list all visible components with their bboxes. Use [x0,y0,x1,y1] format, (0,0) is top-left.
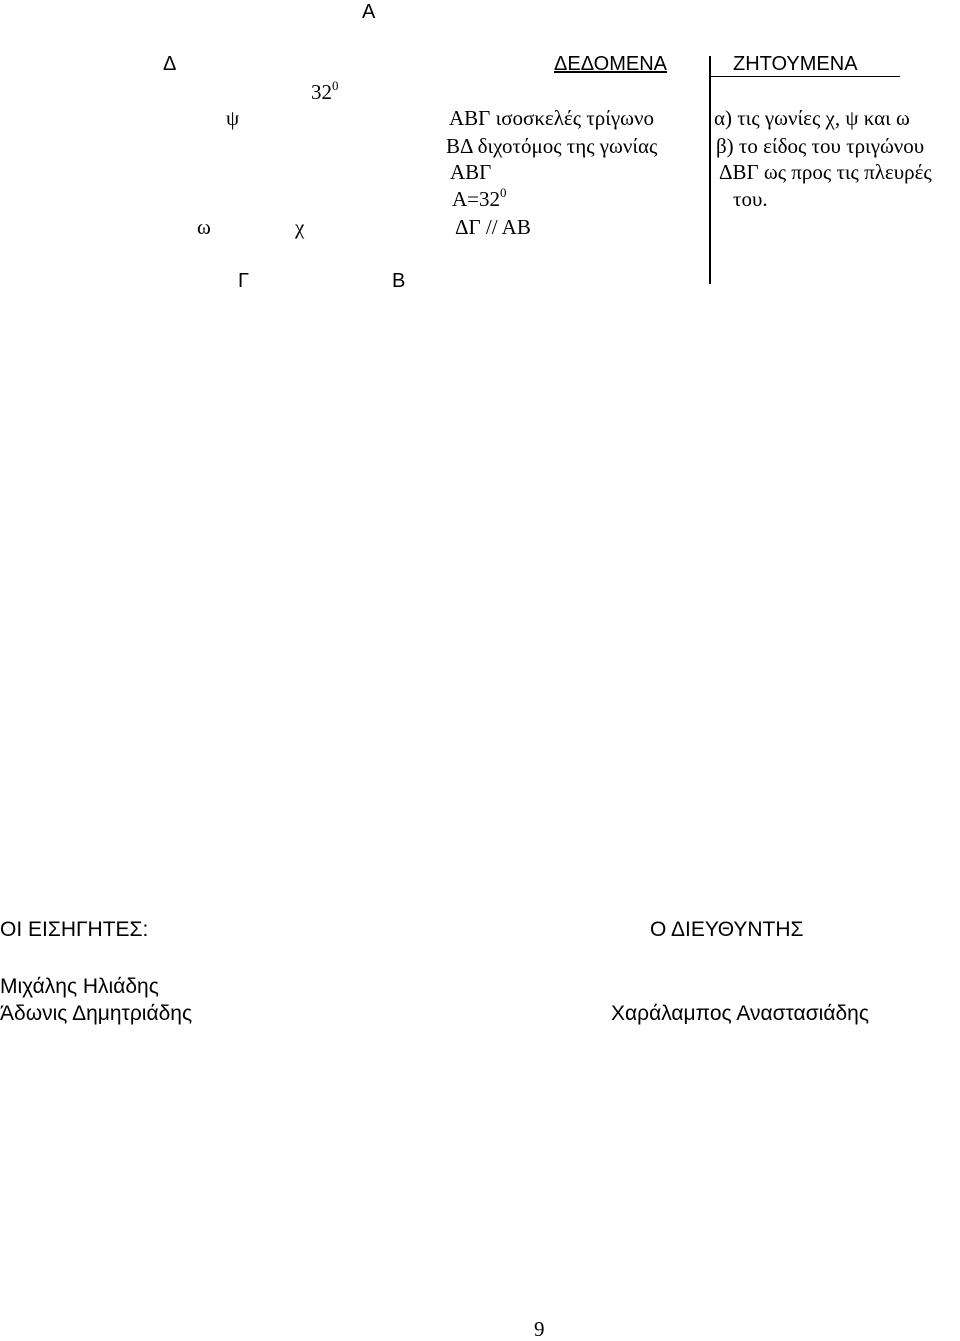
angle-omega-label: ω [197,215,211,239]
requested-line-3: ΔΒΓ ως προς τις πλευρές [719,160,932,184]
angle-a-value: $32^0$ [311,78,339,104]
requested-heading-underline [710,76,900,77]
given-line-2: ΒΔ διχοτόμος της γωνίας [446,134,658,158]
proposers-heading: ΟΙ ΕΙΣΗΓΗΤΕΣ: [0,918,149,941]
angle-chi-label: χ [295,215,305,239]
proposer-name-1: Μιχάλης Ηλιάδης [0,975,159,998]
director-name: Χαράλαμπος Αναστασιάδης [611,1002,869,1025]
given-line-3: ΑΒΓ [450,160,492,184]
vertex-g-label: Γ [238,270,250,292]
proposer-name-2: Άδωνις Δημητριάδης [0,1002,193,1025]
director-heading: Ο ΔΙΕΥΘΥΝΤΗΣ [650,918,804,941]
requested-line-4: του. [733,187,768,211]
page-number: 9 [534,1317,545,1341]
given-line-5: ΔΓ // ΑΒ [455,215,531,239]
requested-heading: ΖΗΤΟΥΜΕΝΑ [733,53,858,75]
requested-line-1: α) τις γωνίες χ, ψ και ω [714,106,910,130]
given-line-1: ΑΒΓ ισοσκελές τρίγωνο [449,106,654,130]
vertex-b-label: Β [392,270,406,292]
requested-line-2: β) το είδος του τριγώνου [716,134,925,158]
given-line-4: $A=32^0$ [452,185,507,211]
angle-psi-label: ψ [226,106,240,130]
vertex-a-label: Α [362,1,376,23]
table-divider [709,56,711,284]
vertex-d-label: Δ [163,53,177,75]
given-heading: ΔΕΔΟΜΕΝΑ [554,53,667,75]
